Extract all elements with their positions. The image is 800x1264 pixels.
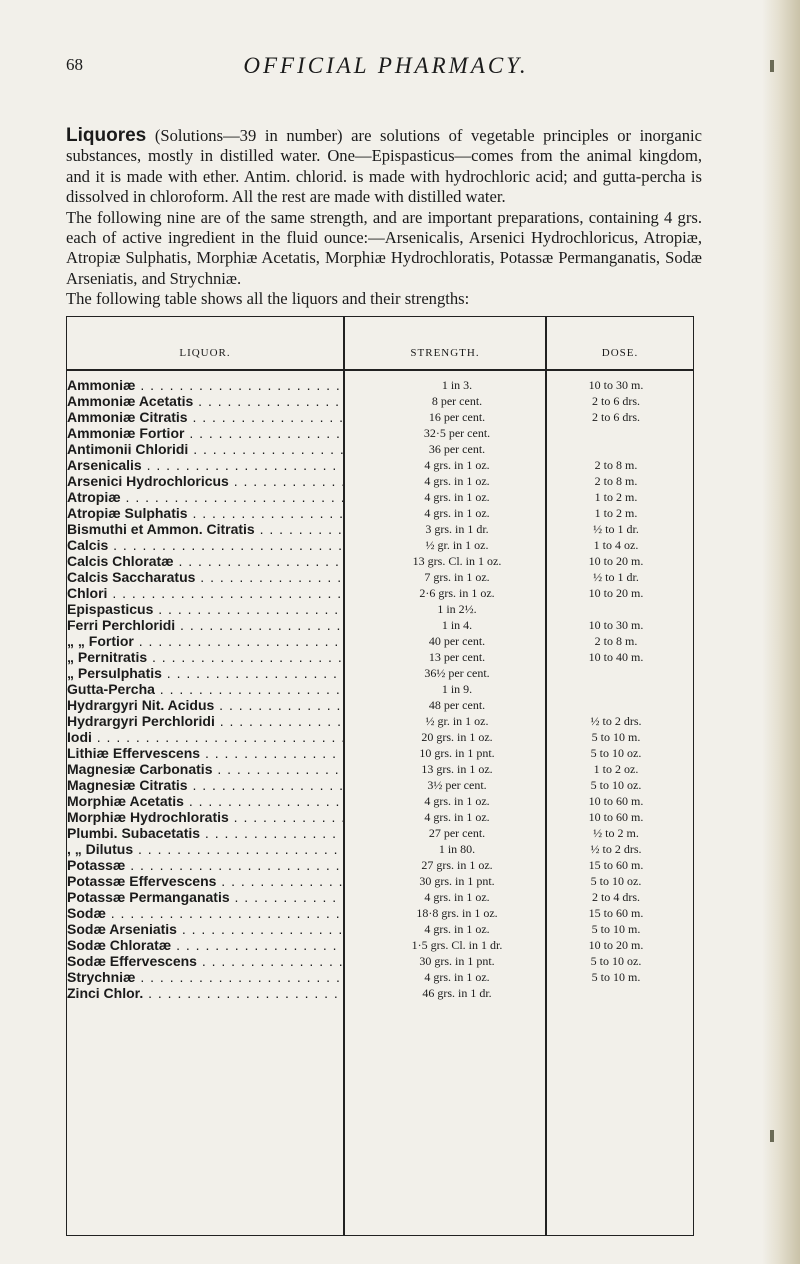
liquor-cell: Morphiæ Acetatis . . .: [67, 793, 343, 809]
liquor-cell: Lithiæ Effervescens . . .: [67, 745, 343, 761]
strength-cell: 30 grs. in 1 pnt.: [419, 874, 495, 888]
liquor-cell: Sodæ Arseniatis . . .: [67, 921, 343, 937]
paragraph-intro: [66, 126, 702, 208]
edge-mark: [770, 60, 774, 72]
strength-cell: 4 grs. in 1 oz.: [424, 970, 490, 984]
table-row: [67, 713, 693, 729]
dose-cell: 10 to 20 m.: [588, 554, 644, 568]
table-row: [67, 921, 693, 937]
liquor-cell: Sodæ Chloratæ . . .: [67, 937, 343, 953]
table-row: [67, 857, 693, 873]
table-row: [67, 681, 693, 697]
liquor-cell: Potassæ Effervescens . . .: [67, 873, 343, 889]
liquor-cell: Arsenicalis . . .: [67, 457, 343, 473]
dose-cell: 1 to 2 m.: [594, 506, 638, 520]
liquor-cell: Strychniæ . . .: [67, 969, 343, 985]
strength-cell: 32·5 per cent.: [423, 426, 491, 440]
liquor-cell: Sodæ . . .: [67, 905, 343, 921]
strength-cell: 4 grs. in 1 oz.: [424, 794, 490, 808]
strength-cell: 16 per cent.: [428, 410, 486, 424]
lead-term: Liquores: [66, 125, 147, 146]
liquor-cell: Potassæ Permanganatis . . .: [67, 889, 343, 905]
liquor-cell: „ Pernitratis . . .: [67, 649, 343, 665]
liquor-cell: Magnesiæ Carbonatis . . .: [67, 761, 343, 777]
table-row: [67, 649, 693, 665]
dose-cell: 1 to 4 oz.: [593, 538, 639, 552]
table-row: [67, 585, 693, 601]
liquor-cell: Calcis Chloratæ . . .: [67, 553, 343, 569]
header-liquor: LIQUOR.: [179, 347, 231, 359]
liquor-cell: „ Persulphatis . . .: [67, 665, 343, 681]
header-dose: DOSE.: [601, 347, 639, 359]
strength-cell: 3½ per cent.: [427, 778, 487, 792]
table-row: [67, 809, 693, 825]
dose-cell: 2 to 8 m.: [594, 634, 638, 648]
table-body: [67, 377, 693, 1001]
strength-cell: 27 per cent.: [428, 826, 486, 840]
liquor-cell: Zinci Chlor. . . .: [67, 985, 343, 1001]
strength-cell: 4 grs. in 1 oz.: [424, 474, 490, 488]
table-row: [67, 665, 693, 681]
strength-cell: 18·8 grs. in 1 oz.: [416, 906, 498, 920]
dose-cell: 5 to 10 oz.: [590, 778, 642, 792]
strength-cell: 4 grs. in 1 oz.: [424, 922, 490, 936]
dose-cell: 10 to 30 m.: [588, 378, 644, 392]
table-row: [67, 569, 693, 585]
liquor-cell: Ammoniæ Citratis . . .: [67, 409, 343, 425]
table-row: [67, 745, 693, 761]
dose-cell: 10 to 40 m.: [588, 650, 644, 664]
strength-cell: 8 per cent.: [431, 394, 483, 408]
table-row: [67, 489, 693, 505]
liquor-cell: Potassæ . . .: [67, 857, 343, 873]
strength-cell: 10 grs. in 1 pnt.: [419, 746, 495, 760]
liquor-cell: Morphiæ Hydrochloratis . . .: [67, 809, 343, 825]
dose-cell: 15 to 60 m.: [588, 906, 644, 920]
strength-cell: 13 per cent.: [428, 650, 486, 664]
table-row: [67, 537, 693, 553]
strength-cell: 1 in 4.: [441, 618, 473, 632]
liquor-cell: Ferri Perchloridi . . .: [67, 617, 343, 633]
dose-cell: 1 to 2 m.: [594, 490, 638, 504]
strength-cell: 30 grs. in 1 pnt.: [419, 954, 495, 968]
table-row: [67, 985, 693, 1001]
table-row: [67, 553, 693, 569]
paragraph-table-intro: The following table shows all the liquors and their strengths:: [66, 289, 470, 309]
edge-mark: [770, 1130, 774, 1142]
table-row: [67, 873, 693, 889]
dose-cell: 10 to 60 m.: [588, 794, 644, 808]
liquor-cell: Sodæ Effervescens . . .: [67, 953, 343, 969]
table-row: [67, 393, 693, 409]
strength-cell: 36½ per cent.: [424, 666, 490, 680]
dose-cell: ½ to 2 drs.: [590, 842, 642, 856]
strength-cell: ½ gr. in 1 oz.: [425, 538, 489, 552]
strength-cell: 13 grs. in 1 oz.: [421, 762, 493, 776]
strength-cell: 40 per cent.: [428, 634, 486, 648]
dose-cell: 5 to 10 oz.: [590, 874, 642, 888]
strength-cell: 3 grs. in 1 dr.: [425, 522, 489, 536]
page-number: 68: [66, 55, 83, 74]
strength-cell: 4 grs. in 1 oz.: [424, 490, 490, 504]
strength-cell: 4 grs. in 1 oz.: [424, 506, 490, 520]
dose-cell: ½ to 1 dr.: [593, 570, 639, 584]
table-row: [67, 505, 693, 521]
body-text: [66, 126, 702, 310]
strength-cell: 20 grs. in 1 oz.: [421, 730, 493, 744]
table-row: [67, 777, 693, 793]
dose-cell: ½ to 1 dr.: [593, 522, 639, 536]
table-row: [67, 473, 693, 489]
header-divider: [67, 369, 693, 371]
paragraph-nine: The following nine are of the same strength, and are important preparations, containing 4 grs. each of active ingredient in the fluid ounce:—Arsenicalis, Arsenici Hydrochloricus, Atropiæ, Atropiæ Sulphatis, Morphiæ Acetatis, Morphiæ Hydrochloratis, Potassæ Permanganatis, Sodæ Arseniatis, and Strychniæ.: [66, 207, 702, 288]
strength-cell: 7 grs. in 1 oz.: [424, 570, 490, 584]
liquor-cell: , „ Dilutus . . .: [67, 841, 343, 857]
dose-cell: 10 to 30 m.: [588, 618, 644, 632]
table-row: [67, 617, 693, 633]
strength-cell: ½ gr. in 1 oz.: [425, 714, 489, 728]
liquor-cell: Arsenici Hydrochloricus . . .: [67, 473, 343, 489]
running-title: OFFICIAL PHARMACY.: [243, 53, 529, 78]
dose-cell: 1 to 2 oz.: [593, 762, 639, 776]
table-row: [67, 441, 693, 457]
liquor-cell: Ammoniæ . . .: [67, 377, 343, 393]
liquor-cell: Hydrargyri Perchloridi . . .: [67, 713, 343, 729]
table-row: [67, 697, 693, 713]
strength-cell: 1·5 grs. Cl. in 1 dr.: [411, 938, 503, 952]
table-row: [67, 521, 693, 537]
strength-cell: 1 in 80.: [438, 842, 476, 856]
strength-cell: 36 per cent.: [428, 442, 486, 456]
liquor-cell: Ammoniæ Fortior . . .: [67, 425, 343, 441]
dose-cell: 2 to 8 m.: [594, 474, 638, 488]
strength-cell: 1 in 9.: [441, 682, 473, 696]
liquor-cell: Atropiæ Sulphatis . . .: [67, 505, 343, 521]
table-row: [67, 761, 693, 777]
dose-cell: 5 to 10 m.: [591, 970, 641, 984]
table-row: [67, 729, 693, 745]
dose-cell: 2 to 6 drs.: [592, 394, 640, 408]
liquor-cell: Gutta-Percha . . .: [67, 681, 343, 697]
liquor-cell: Chlori . . .: [67, 585, 343, 601]
strength-cell: 48 per cent.: [428, 698, 486, 712]
page-edge-shadow: [762, 0, 800, 1264]
strength-cell: 2·6 grs. in 1 oz.: [419, 586, 495, 600]
dose-cell: 10 to 60 m.: [588, 810, 644, 824]
liquor-cell: Hydrargyri Nit. Acidus . . .: [67, 697, 343, 713]
dose-cell: 5 to 10 oz.: [590, 746, 642, 760]
table-row: [67, 457, 693, 473]
dose-cell: 2 to 6 drs.: [592, 410, 640, 424]
table-row: [67, 601, 693, 617]
table-row: [67, 377, 693, 393]
strength-cell: 4 grs. in 1 oz.: [424, 890, 490, 904]
table-row: [67, 937, 693, 953]
strength-cell: 46 grs. in 1 dr.: [422, 986, 492, 1000]
dose-cell: ½ to 2 drs.: [590, 714, 642, 728]
liquor-cell: Calcis Saccharatus . . .: [67, 569, 343, 585]
table-row: [67, 953, 693, 969]
strength-cell: 1 in 3.: [441, 378, 473, 392]
liquors-table: [66, 316, 694, 1236]
strength-cell: 4 grs. in 1 oz.: [424, 458, 490, 472]
liquor-cell: Antimonii Chloridi . . .: [67, 441, 343, 457]
running-head: [66, 55, 706, 81]
strength-cell: 13 grs. Cl. in 1 oz.: [412, 554, 502, 568]
table-row: [67, 633, 693, 649]
dose-cell: 15 to 60 m.: [588, 858, 644, 872]
dose-cell: 5 to 10 m.: [591, 922, 641, 936]
liquor-cell: Epispasticus . . .: [67, 601, 343, 617]
table-row: [67, 841, 693, 857]
table-row: [67, 425, 693, 441]
liquor-cell: Atropiæ . . .: [67, 489, 343, 505]
liquor-cell: „ „ Fortior . . .: [67, 633, 343, 649]
table-row: [67, 409, 693, 425]
liquor-cell: Plumbi. Subacetatis . . .: [67, 825, 343, 841]
liquor-cell: Bismuthi et Ammon. Citratis . . .: [67, 521, 343, 537]
dose-cell: 5 to 10 m.: [591, 730, 641, 744]
strength-cell: 4 grs. in 1 oz.: [424, 810, 490, 824]
dose-cell: 2 to 8 m.: [594, 458, 638, 472]
table-row: [67, 889, 693, 905]
header-strength: STRENGTH.: [410, 347, 480, 359]
liquor-cell: Calcis . . .: [67, 537, 343, 553]
dose-cell: 2 to 4 drs.: [592, 890, 640, 904]
dose-cell: 5 to 10 oz.: [590, 954, 642, 968]
strength-cell: 27 grs. in 1 oz.: [421, 858, 493, 872]
liquor-cell: Magnesiæ Citratis . . .: [67, 777, 343, 793]
dose-cell: 10 to 20 m.: [588, 586, 644, 600]
liquor-cell: Iodi . . .: [67, 729, 343, 745]
liquor-cell: Ammoniæ Acetatis . . .: [67, 393, 343, 409]
dose-cell: ½ to 2 m.: [593, 826, 639, 840]
table-row: [67, 793, 693, 809]
paragraph-intro-text: (Solutions—39 in number) are solutions of vegetable principles or inorganic substances, mostly in distilled water. One—Epispasticus—comes from the animal kingdom, and it is made with ether. Antim. chlorid. is made with hydrochloric acid; and gutta-percha is dissolved in chloroform. All the rest are made with distilled water.: [66, 126, 702, 207]
table-row: [67, 969, 693, 985]
table-row: [67, 905, 693, 921]
table-row: [67, 825, 693, 841]
dose-cell: 10 to 20 m.: [588, 938, 644, 952]
strength-cell: 1 in 2½.: [437, 602, 477, 616]
